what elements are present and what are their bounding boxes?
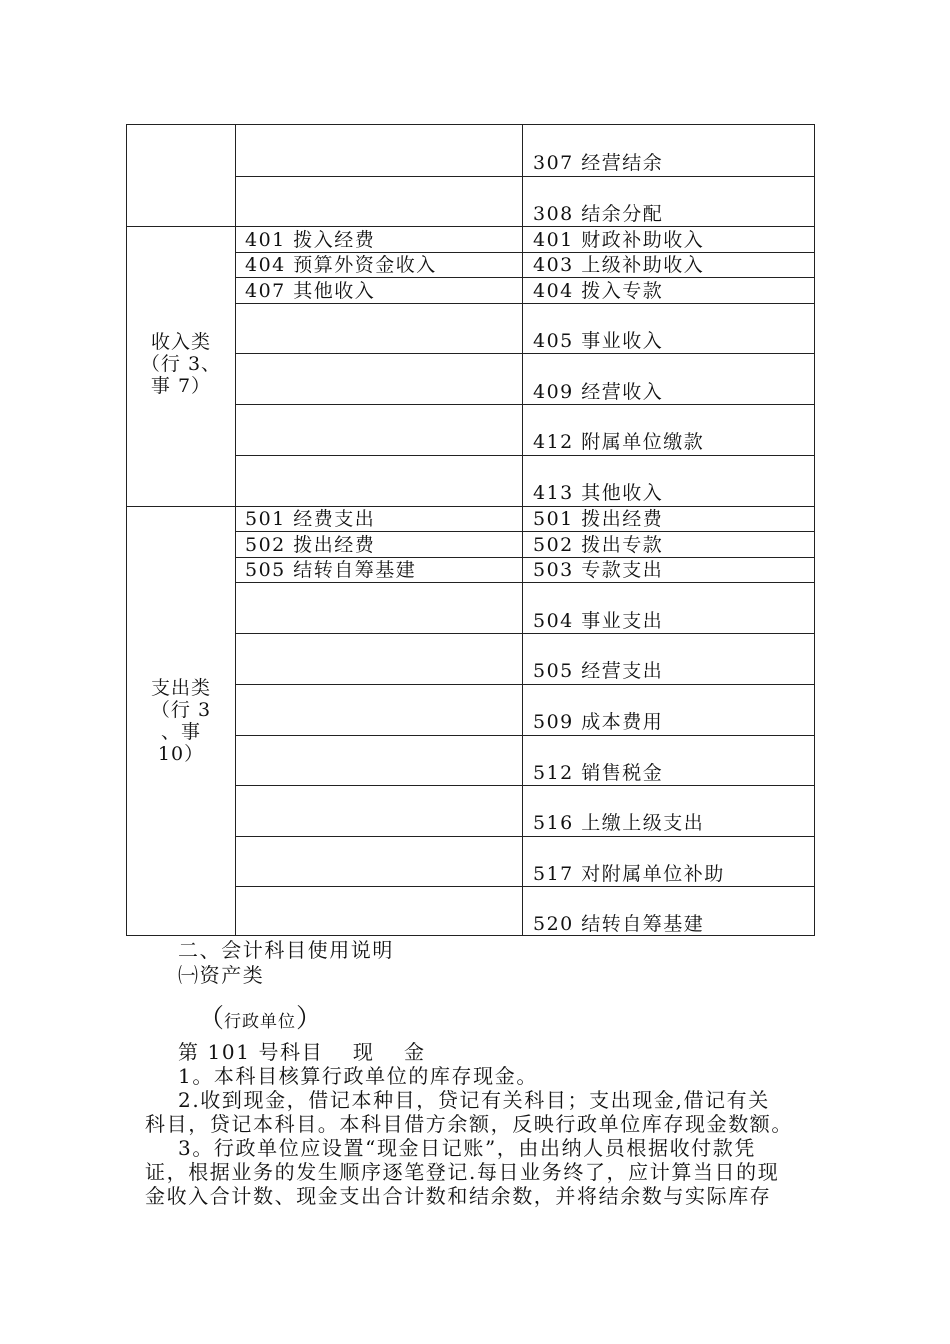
account-cell: 401 财政补助收入 xyxy=(533,229,705,251)
account-cell: 307 经营结余 xyxy=(533,152,664,174)
account-cell: 509 成本费用 xyxy=(533,711,664,733)
section-line-income xyxy=(127,226,814,227)
account-cell: 308 结余分配 xyxy=(533,203,664,225)
section-heading: 二、会计科目使用说明 xyxy=(178,938,394,962)
open-paren: （ xyxy=(198,1004,225,1034)
subsection-heading: ㈠资产类 xyxy=(178,963,265,987)
row-line xyxy=(235,735,814,736)
col-divider-1 xyxy=(235,125,236,935)
paragraph-2-line-2: 科目，贷记本科目。本科目借方余额，反映行政单位库存现金数额。 xyxy=(145,1112,793,1136)
row-line xyxy=(235,886,814,887)
income-category-label: 收入类 （行 3、 事 7） xyxy=(140,331,222,397)
paragraph-3-line-2: 证，根据业务的发生顺序逐笔登记.每日业务终了，应计算当日的现 xyxy=(145,1160,780,1184)
account-cell: 409 经营收入 xyxy=(533,381,664,403)
row-line xyxy=(235,176,814,177)
account-cell: 501 经费支出 xyxy=(245,508,376,530)
subject-title: 第 101 号科目 现 金 xyxy=(178,1040,426,1064)
account-cell: 413 其他收入 xyxy=(533,482,664,504)
row-line xyxy=(235,455,814,456)
account-cell: 403 上级补助收入 xyxy=(533,254,705,276)
paragraph-3-line-3: 金收入合计数、现金支出合计数和结余数，并将结余数与实际库存 xyxy=(145,1184,772,1208)
account-cell: 504 事业支出 xyxy=(533,610,664,632)
account-cell: 517 对附属单位补助 xyxy=(533,863,725,885)
account-cell: 501 拨出经费 xyxy=(533,508,664,530)
row-line xyxy=(235,277,814,278)
row-line xyxy=(235,252,814,253)
row-line xyxy=(235,557,814,558)
account-cell: 503 专款支出 xyxy=(533,559,664,581)
account-cell: 502 拨出专款 xyxy=(533,534,664,556)
paragraph-2-line-1: 2.收到现金，借记本种目，贷记有关科目；支出现金,借记有关 xyxy=(178,1088,770,1112)
account-cell: 505 经营支出 xyxy=(533,660,664,682)
unit-label xyxy=(198,998,322,1035)
expense-category-label: 支出类 （行 3 、事 10） xyxy=(150,677,212,765)
row-line xyxy=(235,684,814,685)
account-cell: 412 附属单位缴款 xyxy=(533,431,705,453)
account-cell: 405 事业收入 xyxy=(533,330,664,352)
row-line xyxy=(235,404,814,405)
account-table xyxy=(126,124,815,936)
account-cell: 401 拨入经费 xyxy=(245,229,376,251)
account-cell: 520 结转自筹基建 xyxy=(533,913,705,935)
account-cell: 404 拨入专款 xyxy=(533,280,664,302)
col-divider-2 xyxy=(522,125,523,935)
section-line-expense xyxy=(127,506,814,507)
account-cell: 516 上缴上级支出 xyxy=(533,812,705,834)
row-line xyxy=(235,633,814,634)
account-cell: 404 预算外资金收入 xyxy=(245,254,437,276)
row-line xyxy=(235,353,814,354)
row-line xyxy=(235,531,814,532)
row-line xyxy=(235,303,814,304)
unit-label-text: 行政单位 xyxy=(224,1012,297,1032)
paragraph-1: 1。本科目核算行政单位的库存现金。 xyxy=(178,1064,538,1088)
account-cell: 505 结转自筹基建 xyxy=(245,559,417,581)
row-line xyxy=(235,582,814,583)
account-cell: 407 其他收入 xyxy=(245,280,376,302)
account-cell: 512 销售税金 xyxy=(533,762,664,784)
close-paren: ） xyxy=(296,1004,323,1034)
account-cell: 502 拨出经费 xyxy=(245,534,376,556)
paragraph-3-line-1: 3。行政单位应设置“现金日记账”，由出纳人员根据收付款凭 xyxy=(178,1136,756,1160)
row-line xyxy=(235,785,814,786)
row-line xyxy=(235,836,814,837)
